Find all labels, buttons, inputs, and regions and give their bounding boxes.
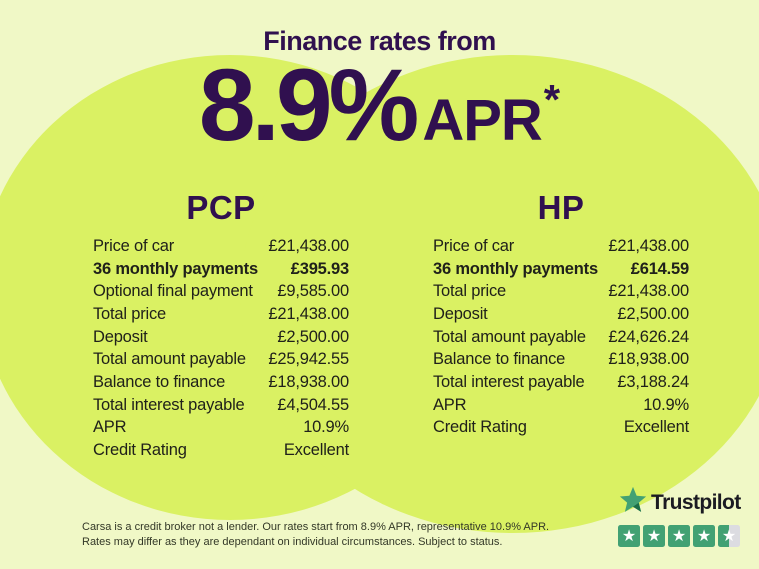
table-row (93, 280, 349, 303)
table-row (93, 439, 349, 462)
legal-disclaimer (82, 520, 549, 549)
row-label: Optional final payment (93, 282, 253, 301)
row-label: Balance to finance (93, 372, 226, 391)
table-row (433, 258, 689, 281)
row-label: 36 monthly payments (433, 259, 598, 278)
trustpilot-star-box (668, 525, 690, 547)
row-value: £395.93 (290, 259, 349, 278)
row-label: Total amount payable (93, 350, 246, 369)
apr-label: APR (422, 88, 542, 153)
hp-table (433, 235, 689, 439)
apr-asterisk: * (543, 76, 561, 123)
table-row (93, 235, 349, 258)
table-row (433, 326, 689, 349)
row-value: £21,438.00 (268, 236, 349, 255)
trustpilot-star-box (718, 525, 740, 547)
finance-rates-subtitle: Finance rates from (263, 26, 496, 56)
table-row (433, 235, 689, 258)
trustpilot-star-box (693, 525, 715, 547)
table-row (93, 371, 349, 394)
trustpilot-rating-stars (618, 525, 748, 547)
row-value: £4,504.55 (277, 395, 349, 414)
trustpilot-wordmark: Trustpilot (651, 490, 741, 514)
row-value: £18,938.00 (608, 350, 689, 369)
star-icon: ★ (671, 526, 687, 545)
row-label: Total amount payable (433, 327, 586, 346)
star-icon: ★ (621, 526, 637, 545)
hp-title: HP (537, 189, 585, 226)
table-row (93, 348, 349, 371)
row-label: Total price (93, 304, 167, 323)
row-label: Total price (433, 282, 507, 301)
row-value: £21,438.00 (608, 236, 689, 255)
star-icon: ★ (646, 526, 662, 545)
row-label: 36 monthly payments (93, 259, 258, 278)
table-row (433, 303, 689, 326)
table-row (433, 280, 689, 303)
row-value: £24,626.24 (608, 327, 689, 346)
row-label: Balance to finance (433, 350, 566, 369)
row-value: 10.9% (643, 395, 689, 414)
row-label: Total interest payable (93, 395, 245, 414)
pcp-column (93, 188, 349, 462)
row-label: APR (93, 418, 127, 437)
row-label: Deposit (433, 304, 488, 323)
row-value: Excellent (283, 441, 349, 460)
rate-value: 8.9% (198, 48, 416, 162)
table-row (433, 417, 689, 440)
star-icon: ★ (721, 526, 737, 545)
row-value: £25,942.55 (268, 350, 349, 369)
row-label: Total interest payable (433, 372, 585, 391)
row-value: £21,438.00 (608, 282, 689, 301)
trustpilot-logo-row (618, 485, 748, 520)
row-value: £2,500.00 (617, 304, 689, 323)
table-row (93, 303, 349, 326)
trustpilot-badge[interactable] (618, 485, 748, 547)
row-value: £18,938.00 (268, 372, 349, 391)
table-row (433, 348, 689, 371)
row-value: £614.59 (630, 259, 689, 278)
table-row (93, 417, 349, 440)
row-label: APR (433, 395, 467, 414)
row-value: £2,500.00 (277, 327, 349, 346)
row-value: £21,438.00 (268, 304, 349, 323)
trustpilot-star-box (618, 525, 640, 547)
table-row (93, 394, 349, 417)
row-label: Price of car (93, 236, 175, 255)
row-label: Credit Rating (93, 441, 187, 460)
table-row (433, 371, 689, 394)
hp-column (433, 188, 689, 439)
pcp-table (93, 235, 349, 462)
rate-headline (0, 48, 759, 162)
disclaimer-line-2: Rates may differ as they are dependant on individual circumstances. Subject to status. (82, 535, 503, 548)
pcp-title: PCP (186, 189, 256, 226)
table-row (93, 326, 349, 349)
table-row (433, 394, 689, 417)
trustpilot-star-box (643, 525, 665, 547)
row-value: £9,585.00 (277, 282, 349, 301)
table-row (93, 258, 349, 281)
row-label: Price of car (433, 236, 515, 255)
row-label: Credit Rating (433, 418, 527, 437)
row-value: 10.9% (303, 418, 349, 437)
row-label: Deposit (93, 327, 148, 346)
trustpilot-star-icon (618, 485, 648, 520)
row-value: £3,188.24 (617, 372, 689, 391)
star-icon: ★ (696, 526, 712, 545)
disclaimer-line-1: Carsa is a credit broker not a lender. Our rates start from 8.9% APR, representative 10.9% APR. (82, 521, 550, 533)
row-value: Excellent (623, 418, 689, 437)
